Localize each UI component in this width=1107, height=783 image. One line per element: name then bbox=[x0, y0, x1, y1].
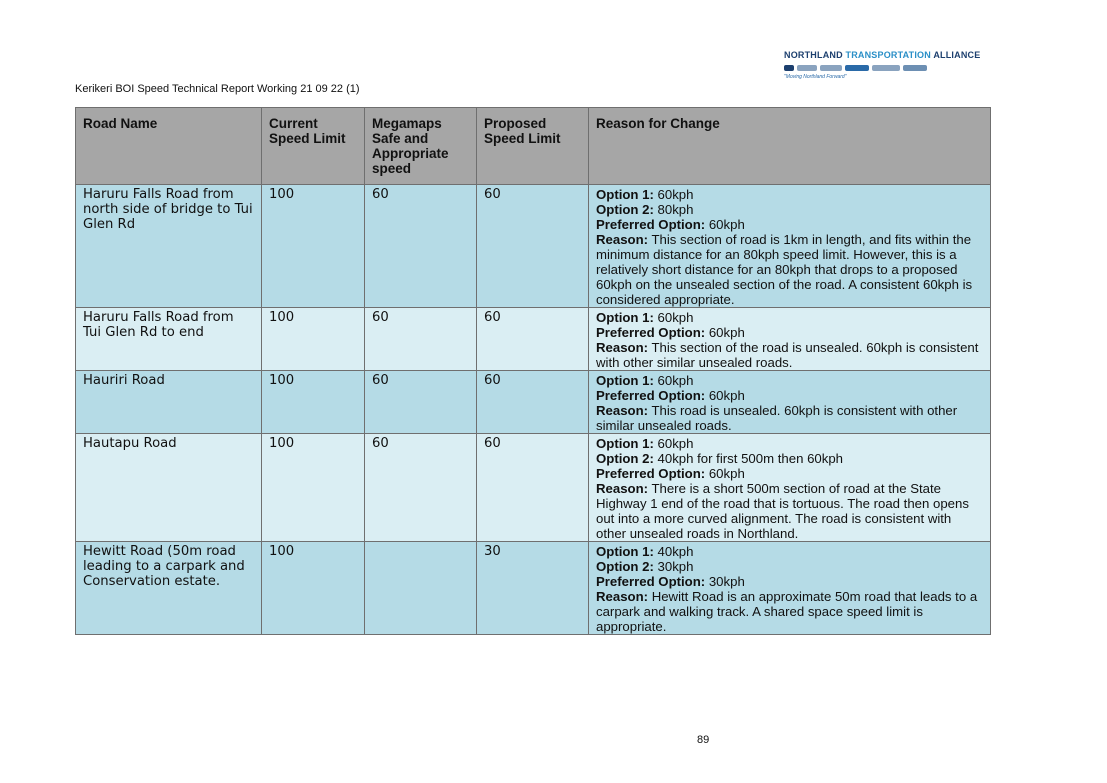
reason-cell bbox=[589, 434, 991, 542]
speed-limit-table bbox=[75, 107, 991, 635]
road-name-cell: Hauriri Road bbox=[76, 371, 262, 434]
proposed-speed-cell: 60 bbox=[477, 371, 589, 434]
proposed-speed-cell: 30 bbox=[477, 542, 589, 635]
proposed-speed-cell: 60 bbox=[477, 434, 589, 542]
megamaps-speed-cell bbox=[365, 542, 477, 635]
reason-label: Option 1: bbox=[596, 187, 654, 202]
reason-label: Reason: bbox=[596, 403, 649, 418]
reason-cell bbox=[589, 185, 991, 308]
reason-line bbox=[596, 187, 984, 202]
reason-line bbox=[596, 217, 984, 232]
reason-line bbox=[596, 202, 984, 217]
reason-text: 60kph bbox=[653, 187, 694, 202]
reason-line bbox=[596, 544, 984, 559]
reason-text: 30kph bbox=[705, 574, 745, 589]
document-title: Kerikeri BOI Speed Technical Report Working 21 09 22 (1) bbox=[75, 83, 360, 95]
reason-text: 60kph bbox=[653, 436, 694, 451]
table-header-row bbox=[76, 108, 991, 185]
table-row bbox=[76, 308, 991, 371]
table-row bbox=[76, 371, 991, 434]
reason-line bbox=[596, 559, 984, 574]
proposed-speed-cell: 60 bbox=[477, 185, 589, 308]
reason-label: Reason: bbox=[596, 589, 649, 604]
reason-label: Option 1: bbox=[596, 310, 654, 325]
reason-text: Hewitt Road is an approximate 50m road that leads to a carpark and walking track. A shared space speed limit is appropriate. bbox=[596, 589, 978, 634]
reason-text: 60kph bbox=[653, 373, 694, 388]
table-row bbox=[76, 185, 991, 308]
column-header-reason: Reason for Change bbox=[589, 108, 991, 185]
table-row bbox=[76, 434, 991, 542]
reason-line bbox=[596, 466, 984, 481]
column-header-current-speed: Current Speed Limit bbox=[262, 108, 365, 185]
reason-text: This section of road is 1km in length, and fits within the minimum distance for an 80kph speed limit. However, this is a relatively short distance for an 80kph that drops to a proposed 60kph on the unsealed section of the road. A consistent 60kph is considered appropriate. bbox=[596, 232, 973, 307]
reason-line bbox=[596, 310, 984, 325]
proposed-speed-cell: 60 bbox=[477, 308, 589, 371]
reason-line bbox=[596, 481, 984, 541]
reason-line bbox=[596, 574, 984, 589]
column-header-megamaps-speed: Megamaps Safe and Appropriate speed bbox=[365, 108, 477, 185]
reason-line bbox=[596, 436, 984, 451]
reason-line bbox=[596, 325, 984, 340]
reason-label: Reason: bbox=[596, 232, 649, 247]
reason-line bbox=[596, 373, 984, 388]
reason-label: Reason: bbox=[596, 340, 649, 355]
page-number: 89 bbox=[697, 734, 710, 746]
current-speed-cell: 100 bbox=[262, 542, 365, 635]
reason-line bbox=[596, 403, 984, 433]
reason-text: 40kph bbox=[653, 544, 694, 559]
reason-text: 40kph for first 500m then 60kph bbox=[653, 451, 844, 466]
reason-label: Option 1: bbox=[596, 544, 654, 559]
reason-text: 60kph bbox=[705, 466, 745, 481]
reason-label: Preferred Option: bbox=[596, 388, 706, 403]
reason-text: 60kph bbox=[705, 388, 745, 403]
column-header-proposed-speed: Proposed Speed Limit bbox=[477, 108, 589, 185]
reason-label: Reason: bbox=[596, 481, 649, 496]
reason-label: Preferred Option: bbox=[596, 466, 706, 481]
logo-wordmark: NORTHLAND TRANSPORTATION ALLIANCE bbox=[784, 50, 981, 60]
reason-label: Option 1: bbox=[596, 436, 654, 451]
reason-text: 60kph bbox=[653, 310, 694, 325]
reason-text: This section of the road is unsealed. 60kph is consistent with other similar unsealed roads. bbox=[596, 340, 979, 370]
road-name-cell: Haruru Falls Road from Tui Glen Rd to end bbox=[76, 308, 262, 371]
current-speed-cell: 100 bbox=[262, 371, 365, 434]
reason-text: There is a short 500m section of road at the State Highway 1 end of the road that is tortuous. The road then opens out into a more curved alignment. The road is consistent with other unsealed roads in Northland. bbox=[596, 481, 969, 541]
reason-text: 60kph bbox=[705, 217, 745, 232]
current-speed-cell: 100 bbox=[262, 434, 365, 542]
reason-cell bbox=[589, 542, 991, 635]
road-name-cell: Haruru Falls Road from north side of bridge to Tui Glen Rd bbox=[76, 185, 262, 308]
reason-line bbox=[596, 451, 984, 466]
reason-line bbox=[596, 232, 984, 307]
reason-label: Preferred Option: bbox=[596, 217, 706, 232]
reason-text: This road is unsealed. 60kph is consistent with other similar unsealed roads. bbox=[596, 403, 958, 433]
megamaps-speed-cell: 60 bbox=[365, 434, 477, 542]
reason-text: 80kph bbox=[653, 202, 694, 217]
megamaps-speed-cell: 60 bbox=[365, 185, 477, 308]
partner-logos bbox=[784, 63, 954, 72]
reason-label: Option 2: bbox=[596, 202, 654, 217]
reason-line bbox=[596, 340, 984, 370]
reason-line bbox=[596, 589, 984, 634]
current-speed-cell: 100 bbox=[262, 185, 365, 308]
current-speed-cell: 100 bbox=[262, 308, 365, 371]
table-row bbox=[76, 542, 991, 635]
logo-tagline: "Moving Northland Forward" bbox=[784, 74, 847, 80]
reason-label: Option 2: bbox=[596, 451, 654, 466]
road-name-cell: Hewitt Road (50m road leading to a carpark and Conservation estate. bbox=[76, 542, 262, 635]
reason-line bbox=[596, 388, 984, 403]
column-header-road-name: Road Name bbox=[76, 108, 262, 185]
reason-cell bbox=[589, 371, 991, 434]
megamaps-speed-cell: 60 bbox=[365, 308, 477, 371]
road-name-cell: Hautapu Road bbox=[76, 434, 262, 542]
reason-label: Option 2: bbox=[596, 559, 654, 574]
reason-label: Preferred Option: bbox=[596, 574, 706, 589]
megamaps-speed-cell: 60 bbox=[365, 371, 477, 434]
reason-text: 60kph bbox=[705, 325, 745, 340]
reason-label: Option 1: bbox=[596, 373, 654, 388]
reason-cell bbox=[589, 308, 991, 371]
nta-logo bbox=[784, 50, 981, 82]
reason-label: Preferred Option: bbox=[596, 325, 706, 340]
reason-text: 30kph bbox=[653, 559, 694, 574]
